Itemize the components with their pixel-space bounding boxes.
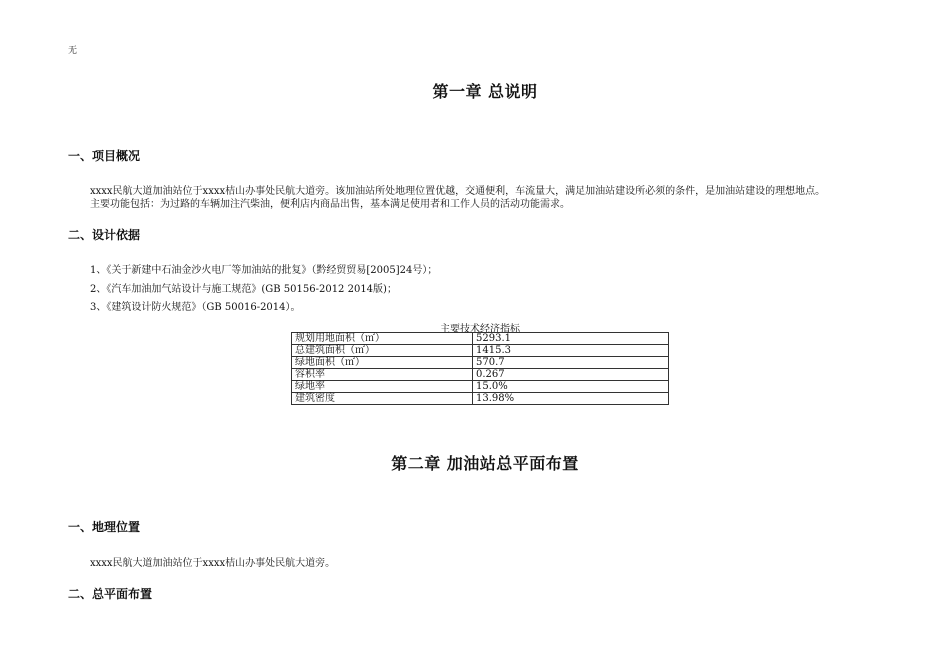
table-row bbox=[292, 369, 669, 381]
chapter-2-title: 第二章 加油站总平面布置 bbox=[391, 454, 579, 473]
design-basis-item: 2、《汽车加油加气站设计与施工规范》(GB 50156-2012 2014版)； bbox=[90, 284, 397, 295]
section-project-overview-heading: 一、项目概况 bbox=[68, 149, 141, 163]
project-overview-line-2: 主要功能包括：为过路的车辆加注汽柴油，便利店内商品出售，基本满足使用者和工作人员的活动功能需求。 bbox=[90, 199, 570, 210]
table-cell-label: 绿地面积（㎡） bbox=[292, 357, 473, 369]
chapter-1-title: 第一章 总说明 bbox=[432, 82, 538, 101]
design-basis-item: 1、《关于新建中石油金沙火电厂等加油站的批复》（黔经贸贸易[2005]24号）； bbox=[90, 265, 438, 276]
page-header-mark: 无 bbox=[68, 46, 78, 56]
location-paragraph: xxxx民航大道加油站位于xxxx桔山办事处民航大道旁。 bbox=[90, 558, 336, 569]
table-cell-label: 总建筑面积（㎡） bbox=[292, 345, 473, 357]
table-cell-label: 建筑密度 bbox=[292, 393, 473, 405]
indicators-table bbox=[291, 332, 669, 405]
table-row bbox=[292, 393, 669, 405]
project-overview-paragraph bbox=[90, 185, 910, 211]
table-cell-value: 15.0% bbox=[473, 381, 669, 393]
section-design-basis-heading: 二、设计依据 bbox=[68, 228, 141, 242]
indicators-table-caption: 主要技术经济指标 bbox=[440, 324, 520, 335]
design-basis-item: 3、《建筑设计防火规范》（GB 50016-2014）。 bbox=[90, 302, 301, 313]
table-row bbox=[292, 345, 669, 357]
table-cell-value: 570.7 bbox=[473, 357, 669, 369]
table-cell-value: 13.98% bbox=[473, 393, 669, 405]
section-location-heading: 一、地理位置 bbox=[68, 520, 141, 534]
table-cell-value: 0.267 bbox=[473, 369, 669, 381]
table-row bbox=[292, 357, 669, 369]
table-cell-label: 容积率 bbox=[292, 369, 473, 381]
table-cell-label: 规划用地面积（㎡） bbox=[292, 333, 473, 345]
table-cell-label: 绿地率 bbox=[292, 381, 473, 393]
table-cell-value: 1415.3 bbox=[473, 345, 669, 357]
table-row bbox=[292, 381, 669, 393]
project-overview-line-1: xxxx民航大道加油站位于xxxx桔山办事处民航大道旁。该加油站所处地理位置优越，交通便利，车流量大，满足加油站建设所必须的条件，是加油站建设的理想地点。 bbox=[90, 186, 826, 197]
table-cell-value: 5293.1 bbox=[473, 333, 669, 345]
section-site-layout-heading: 二、总平面布置 bbox=[68, 587, 153, 601]
table-row bbox=[292, 333, 669, 345]
